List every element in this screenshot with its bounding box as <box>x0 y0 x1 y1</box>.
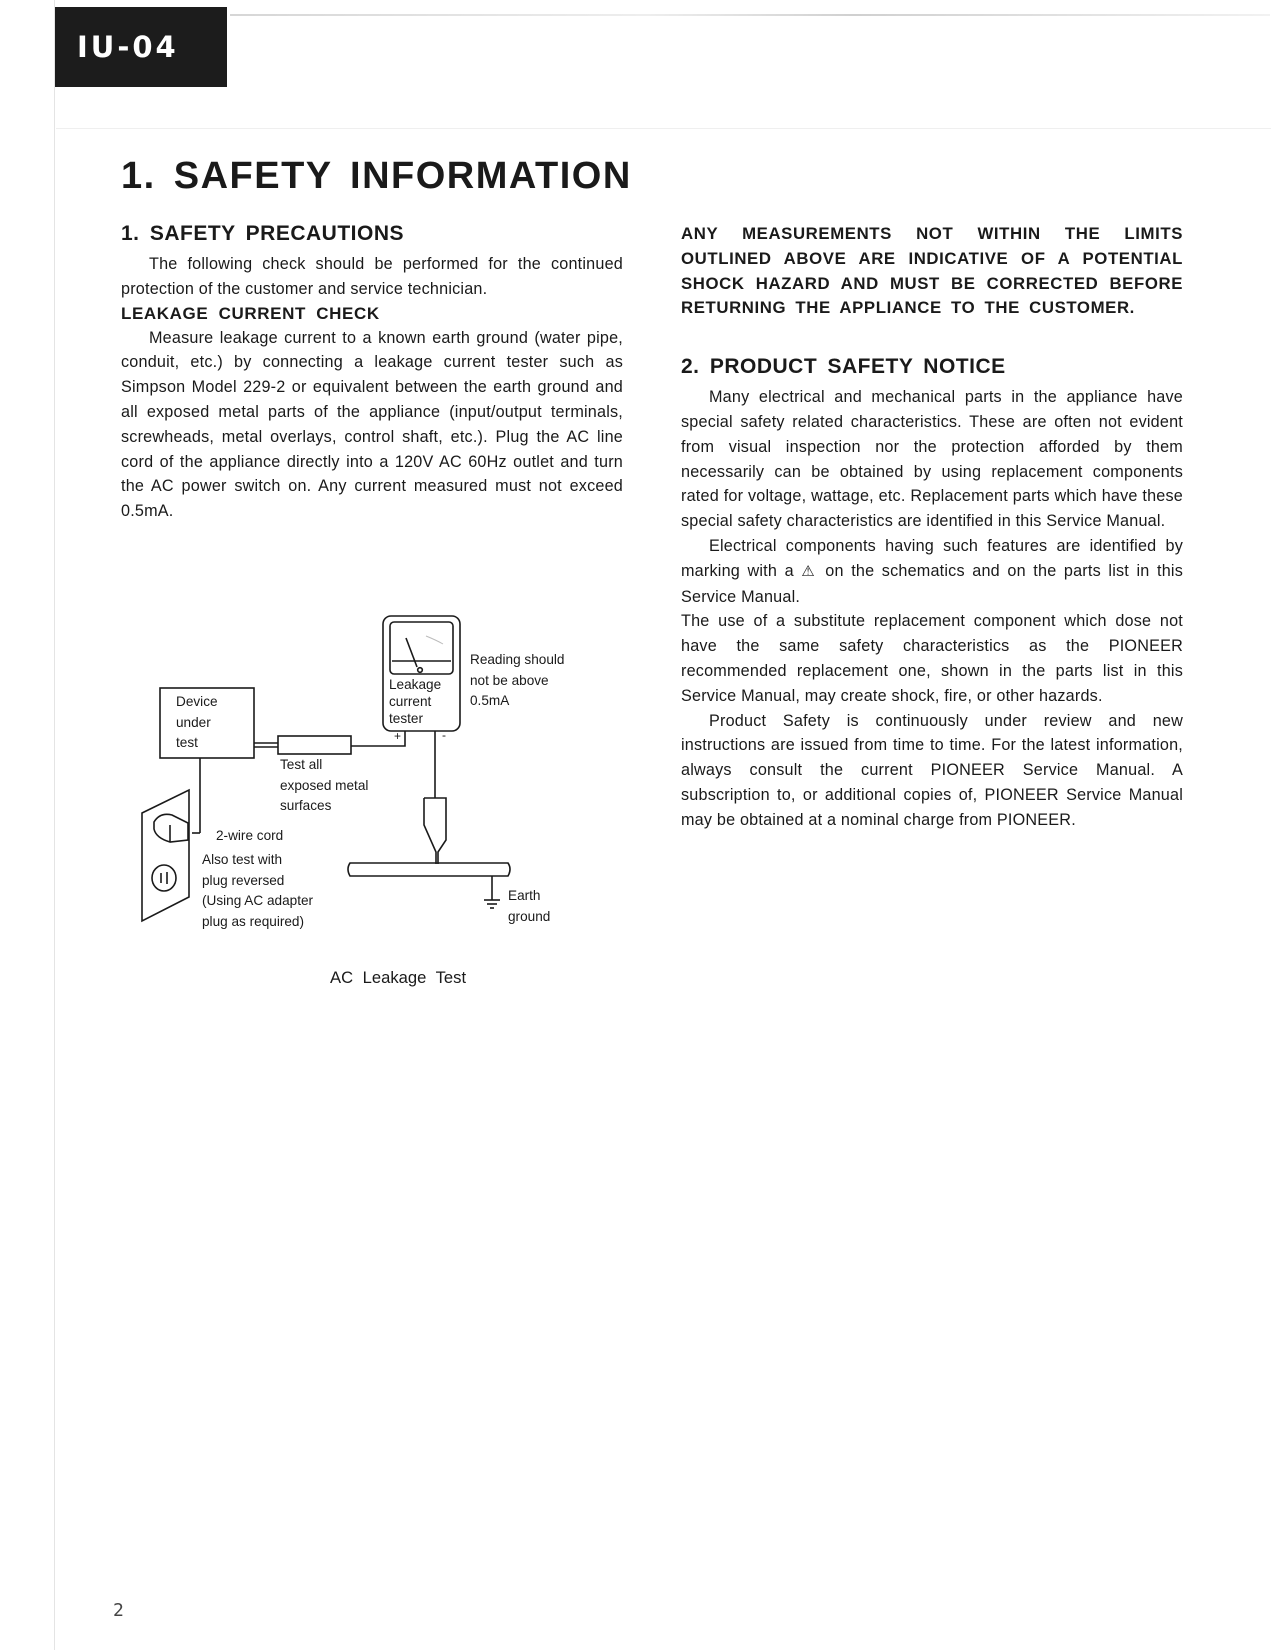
wall-outlet <box>142 790 189 921</box>
subheading-leakage-current-check: LEAKAGE CURRENT CHECK <box>121 303 380 323</box>
test-probe <box>278 736 351 754</box>
product-safety-paragraph-2: Electrical components having such features are identified by marking with a ⚠ on the schematics and on the parts list in this Service Manual. <box>681 536 1183 606</box>
ac-plug <box>154 814 188 842</box>
shock-hazard-warning: ANY MEASUREMENTS NOT WITHIN THE LIMITS OUTLINED ABOVE ARE INDICATIVE OF A POTENTIAL SHOCK HAZARD AND MUST BE CORRECTED BEFORE RETURNING THE APPLIANCE TO THE CUSTOMER. <box>681 224 1183 318</box>
page-number: 2 <box>113 1600 124 1621</box>
product-safety-paragraph-1: Many electrical and mechanical parts in the appliance have special safety related characteristics. These are often not evident from visual inspection nor the protection afforded by them necessarily can be obtained by using replacement components rated for voltage, wattage, etc. Replacement parts which have these special safety characteristics are identified in this Service Manual. <box>681 388 1183 531</box>
outlet-receptacle <box>152 865 176 891</box>
scan-edge <box>54 0 55 1650</box>
leakage-current-tester-label: Leakage current tester <box>389 677 442 726</box>
device-under-test-label: Device under test <box>176 694 218 750</box>
left-column <box>121 222 623 524</box>
product-safety-paragraph-3: The use of a substitute replacement component which dose not have the same safety characteristics as the PIONEER recommended replacement one, shown in the parts list in this Service Manual, may create shock, fire, or other hazards. <box>681 612 1183 705</box>
two-wire-cord-label: 2-wire cord <box>216 828 284 843</box>
warning-triangle-icon: ⚠ <box>801 562 818 580</box>
page-title: 1. SAFETY INFORMATION <box>121 155 632 197</box>
scan-rule <box>56 128 1271 129</box>
reading-note: Reading should not be above 0.5mA <box>470 652 565 708</box>
right-column <box>681 222 1183 833</box>
section-heading-safety-precautions: 1. SAFETY PRECAUTIONS <box>121 222 404 245</box>
meter-face <box>390 622 453 674</box>
probe-note: Test all exposed metal surfaces <box>280 757 369 813</box>
plug-reversed-note: Also test with plug reversed (Using AC adapter plug as required) <box>202 852 314 929</box>
model-tag: IU-04 <box>55 7 227 87</box>
earth-ground-label: Earth ground <box>508 888 551 924</box>
leakage-check-body: Measure leakage current to a known earth ground (water pipe, conduit, etc.) by connecting a leakage current tester such as Simpson Model 229-2 or equivalent between the earth ground and all exposed metal parts of the appliance (input/output terminals, screwheads, metal overlays, control shaft, etc.). Plug the AC line cord of the appliance directly into a 120V AC 60Hz outlet and turn the AC power switch on. Any current measured must not exceed 0.5mA. <box>121 328 623 521</box>
diagram-caption: AC Leakage Test <box>330 968 467 987</box>
section-heading-product-safety-notice: 2. PRODUCT SAFETY NOTICE <box>681 355 1006 379</box>
ac-leakage-test-diagram <box>140 600 600 940</box>
safety-precautions-intro: The following check should be performed for the continued protection of the customer and service technician. <box>121 255 623 298</box>
plus-terminal-label: + <box>394 729 402 743</box>
minus-terminal-label: - <box>442 728 446 742</box>
scan-edge <box>230 14 1270 16</box>
water-pipe <box>348 863 510 876</box>
product-safety-paragraph-4: Product Safety is continuously under review and new instructions are issued from time to time. For the latest information, always consult the current PIONEER Service Manual. A subscription to, or additional copies of, PIONEER Service Manual may be obtained at a nominal charge from PIONEER. <box>681 711 1183 829</box>
